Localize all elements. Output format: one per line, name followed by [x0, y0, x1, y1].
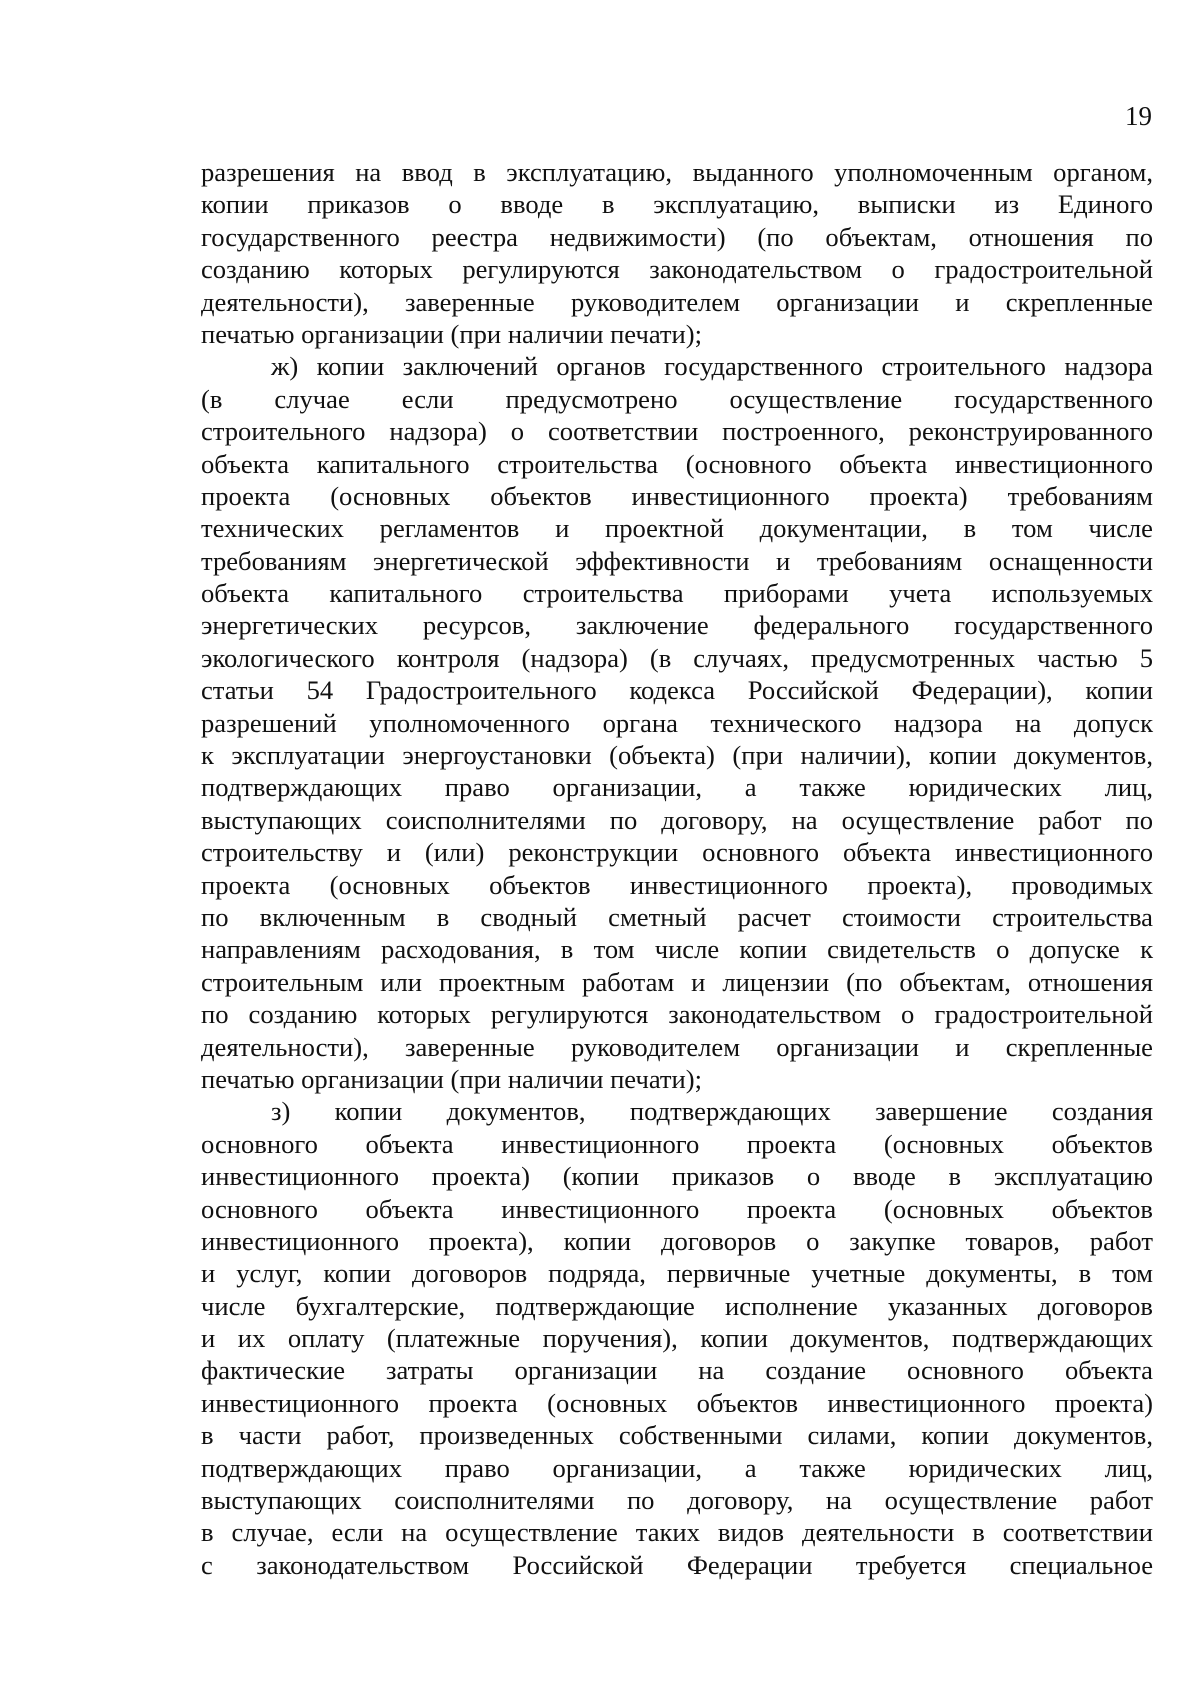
text-line: требованиям энергетической эффективности и требованиям оснащенности: [201, 545, 1153, 576]
text-line: печатью организации (при наличии печати);: [201, 1063, 703, 1094]
text-line: инвестиционного проекта (основных объектов инвестиционного проекта): [201, 1387, 1153, 1418]
text-line: и услуг, копии договоров подряда, первичные учетные документы, в том: [201, 1258, 1153, 1289]
text-line: статьи 54 Градостроительного кодекса Российской Федерации), копии: [201, 675, 1153, 706]
text-line: разрешений уполномоченного органа технического надзора на допуск: [201, 707, 1153, 738]
text-line: объекта капитального строительства (основного объекта инвестиционного: [201, 448, 1153, 479]
text-line: основного объекта инвестиционного проекта (основных объектов: [201, 1128, 1153, 1159]
text-line: государственного реестра недвижимости) (по объектам, отношения по: [201, 221, 1153, 252]
page-number: 19: [1125, 101, 1152, 131]
text-line: экологического контроля (надзора) (в случаях, предусмотренных частью 5: [201, 642, 1153, 673]
text-line: (в случае если предусмотрено осуществление государственного: [201, 383, 1153, 414]
text-line: по созданию которых регулируются законодательством о градостроительной: [201, 999, 1153, 1030]
text-line: в случае, если на осуществление таких видов деятельности в соответствии: [201, 1517, 1153, 1548]
text-line: строительного надзора) о соответствии построенного, реконструированного: [201, 416, 1153, 447]
text-line: выступающих соисполнителями по договору, на осуществление работ по: [201, 804, 1153, 835]
text-line: разрешения на ввод в эксплуатацию, выданного уполномоченным органом,: [201, 157, 1153, 187]
text-line: основного объекта инвестиционного проекта (основных объектов: [201, 1193, 1153, 1224]
text-line: в части работ, произведенных собственными силами, копии документов,: [201, 1420, 1153, 1451]
text-line: з) копии документов, подтверждающих завершение создания: [271, 1096, 1153, 1127]
text-line: объекта капитального строительства приборами учета используемых: [201, 578, 1153, 609]
text-line: выступающих соисполнителями по договору, на осуществление работ: [201, 1485, 1153, 1516]
text-line: энергетических ресурсов, заключение федерального государственного: [201, 610, 1153, 641]
text-line: ж) копии заключений органов государственного строительного надзора: [271, 351, 1153, 382]
text-line: с законодательством Российской Федерации требуется специальное: [201, 1549, 1153, 1580]
text-line: деятельности), заверенные руководителем организации и скрепленные: [201, 1031, 1153, 1062]
text-line: и их оплату (платежные поручения), копии документов, подтверждающих: [201, 1323, 1153, 1354]
text-line: инвестиционного проекта), копии договоров о закупке товаров, работ: [201, 1225, 1153, 1256]
text-line: фактические затраты организации на создание основного объекта: [201, 1355, 1153, 1386]
text-line: инвестиционного проекта) (копии приказов о вводе в эксплуатацию: [201, 1161, 1153, 1192]
text-line: строительству и (или) реконструкции основного объекта инвестиционного: [201, 837, 1153, 868]
text-line: проекта (основных объектов инвестиционного проекта) требованиям: [201, 480, 1153, 511]
text-line: копии приказов о вводе в эксплуатацию, выписки из Единого: [201, 189, 1153, 220]
document-body-text: [201, 156, 1153, 1581]
text-line: числе бухгалтерские, подтверждающие исполнение указанных договоров: [201, 1290, 1153, 1321]
text-line: по включенным в сводный сметный расчет стоимости строительства: [201, 901, 1153, 932]
text-line: проекта (основных объектов инвестиционного проекта), проводимых: [201, 869, 1153, 900]
text-line: технических регламентов и проектной документации, в том числе: [201, 513, 1153, 544]
text-line: направлениям расходования, в том числе копии свидетельств о допуске к: [201, 934, 1153, 965]
text-line: подтверждающих право организации, а также юридических лиц,: [201, 772, 1153, 803]
text-line: к эксплуатации энергоустановки (объекта) (при наличии), копии документов,: [201, 740, 1153, 771]
text-line: печатью организации (при наличии печати);: [201, 318, 703, 349]
text-line: подтверждающих право организации, а также юридических лиц,: [201, 1452, 1153, 1483]
text-line: созданию которых регулируются законодательством о градостроительной: [201, 254, 1153, 285]
text-line: строительным или проектным работам и лицензии (по объектам, отношения: [201, 966, 1153, 997]
text-line: деятельности), заверенные руководителем организации и скрепленные: [201, 286, 1153, 317]
